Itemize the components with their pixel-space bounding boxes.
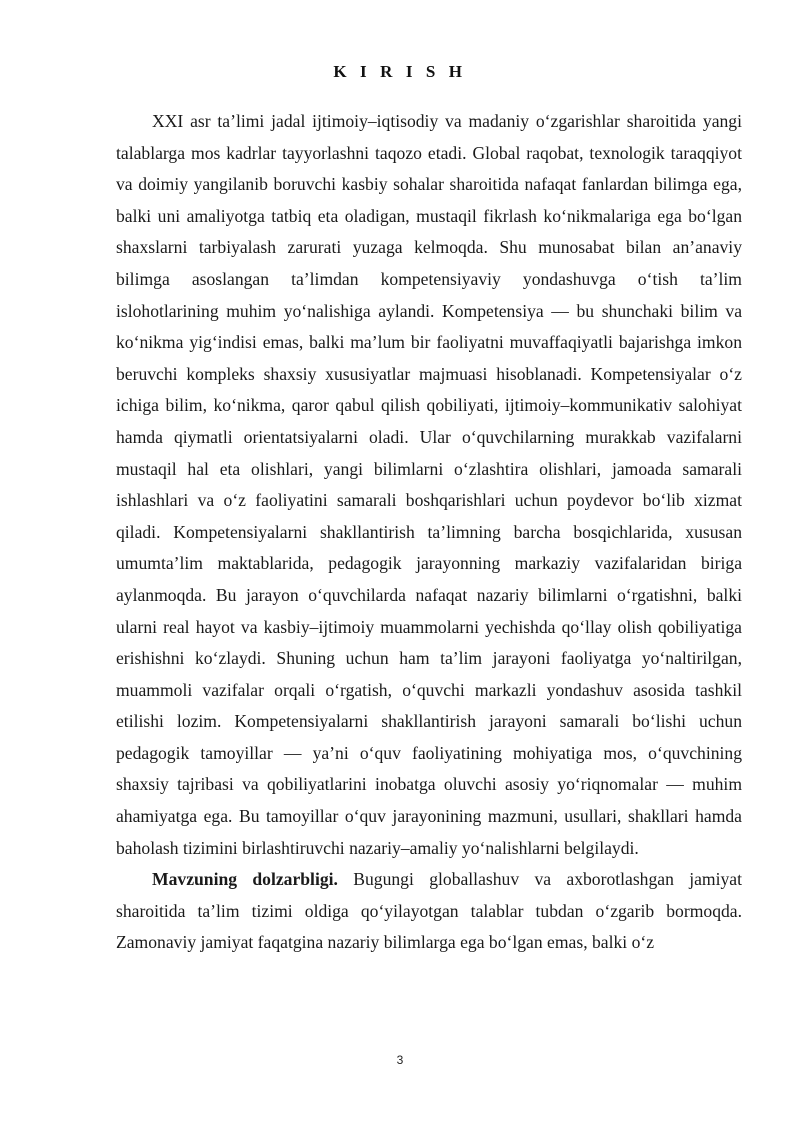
section-heading: K I R I S H xyxy=(333,62,467,81)
intro-paragraph: XXI asr ta’limi jadal ijtimoiy–iqtisodiy va madaniy o‘zgarishlar sharoitida yangi talablarga mos kadrlar tayyorlashni taqozo etadi. Global raqobat, texnologik taraqqiyot va doimiy yangilanib boruvchi kasbiy sohalar sharoitida nafaqat fanlardan bilimga ega, balki uni amaliyotga tatbiq eta oladigan, mustaqil fikrlash ko‘nikmalariga ega bo‘lgan shaxslarni tarbiyalash zarurati yuzaga kelmoqda. Shu munosabat bilan an’anaviy bilimga asoslangan ta’limdan kompetensiyaviy yondashuvga o‘tish ta’lim islohotlarining muhim yo‘nalishiga aylandi. Kompetensiya — bu shunchaki bilim va ko‘nikma yig‘indisi emas, balki ma’lum bir faoliyatni muvaffaqiyatli bajarishga imkon beruvchi kompleks shaxsiy xususiyatlar majmuasi hisoblanadi. Kompetensiyalar o‘z ichiga bilim, ko‘nikma, qaror qabul qilish qobiliyati, ijtimoiy–kommunikativ salohiyat hamda qiymatli orientatsiyalarni oladi. Ular o‘quvchilarning murakkab vazifalarni mustaqil hal eta olishlari, yangi bilimlarni o‘zlashtira olishlari, jamoada samarali ishlashlari va o‘z faoliyatini samarali boshqarishlari uchun poydevor bo‘lib xizmat qiladi. Kompetensiyalarni shakllantirish ta’limning barcha bosqichlarida, xususan umumta’lim maktablarida, pedagogik jarayonning markaziy vazifalaridan biriga aylanmoqda. Bu jarayon o‘quvchilarda nafaqat nazariy bilimlarni o‘rgatishni, balki ularni real hayot va kasbiy–ijtimoiy muammolarni yechishda qo‘llay olish qobiliyatiga erishishni ko‘zlaydi. Shuning uchun ham ta’lim jarayoni faoliyatga yo‘naltirilgan, muammoli vazifalar orqali o‘rgatish, o‘quvchi markazli yondashuv asosida tashkil etilishi lozim. Kompetensiyalarni shakllantirish jarayoni samarali bo‘lishi uchun pedagogik tamoyillar — ya’ni o‘quv faoliyatining mohiyatiga mos, o‘quvchining shaxsiy tajribasi va qobiliyatlarini inobatga oluvchi asosiy yo‘riqnomalar — muhim ahamiyatga ega. Bu tamoyillar o‘quv jarayonining mazmuni, usullari, shakllari hamda baholash tizimini birlashtiruvchi nazariy–amaliy yo‘nalishlarni belgilaydi. xyxy=(116,111,742,858)
relevance-text: Bugungi globallashuv va axborotlashgan jamiyat sharoitida ta’lim tizimi oldiga qo‘yilayotgan talablar tubdan o‘zgarib bormoqda. Zamonaviy jamiyat faqatgina nazariy bilimlarga ega bo‘lgan emas, balki o‘z xyxy=(116,869,742,953)
relevance-paragraph xyxy=(116,864,742,959)
body-text xyxy=(116,106,742,959)
page-number: 3 xyxy=(396,1053,404,1067)
relevance-heading: Mavzuning dolzarbligi. xyxy=(152,869,338,890)
